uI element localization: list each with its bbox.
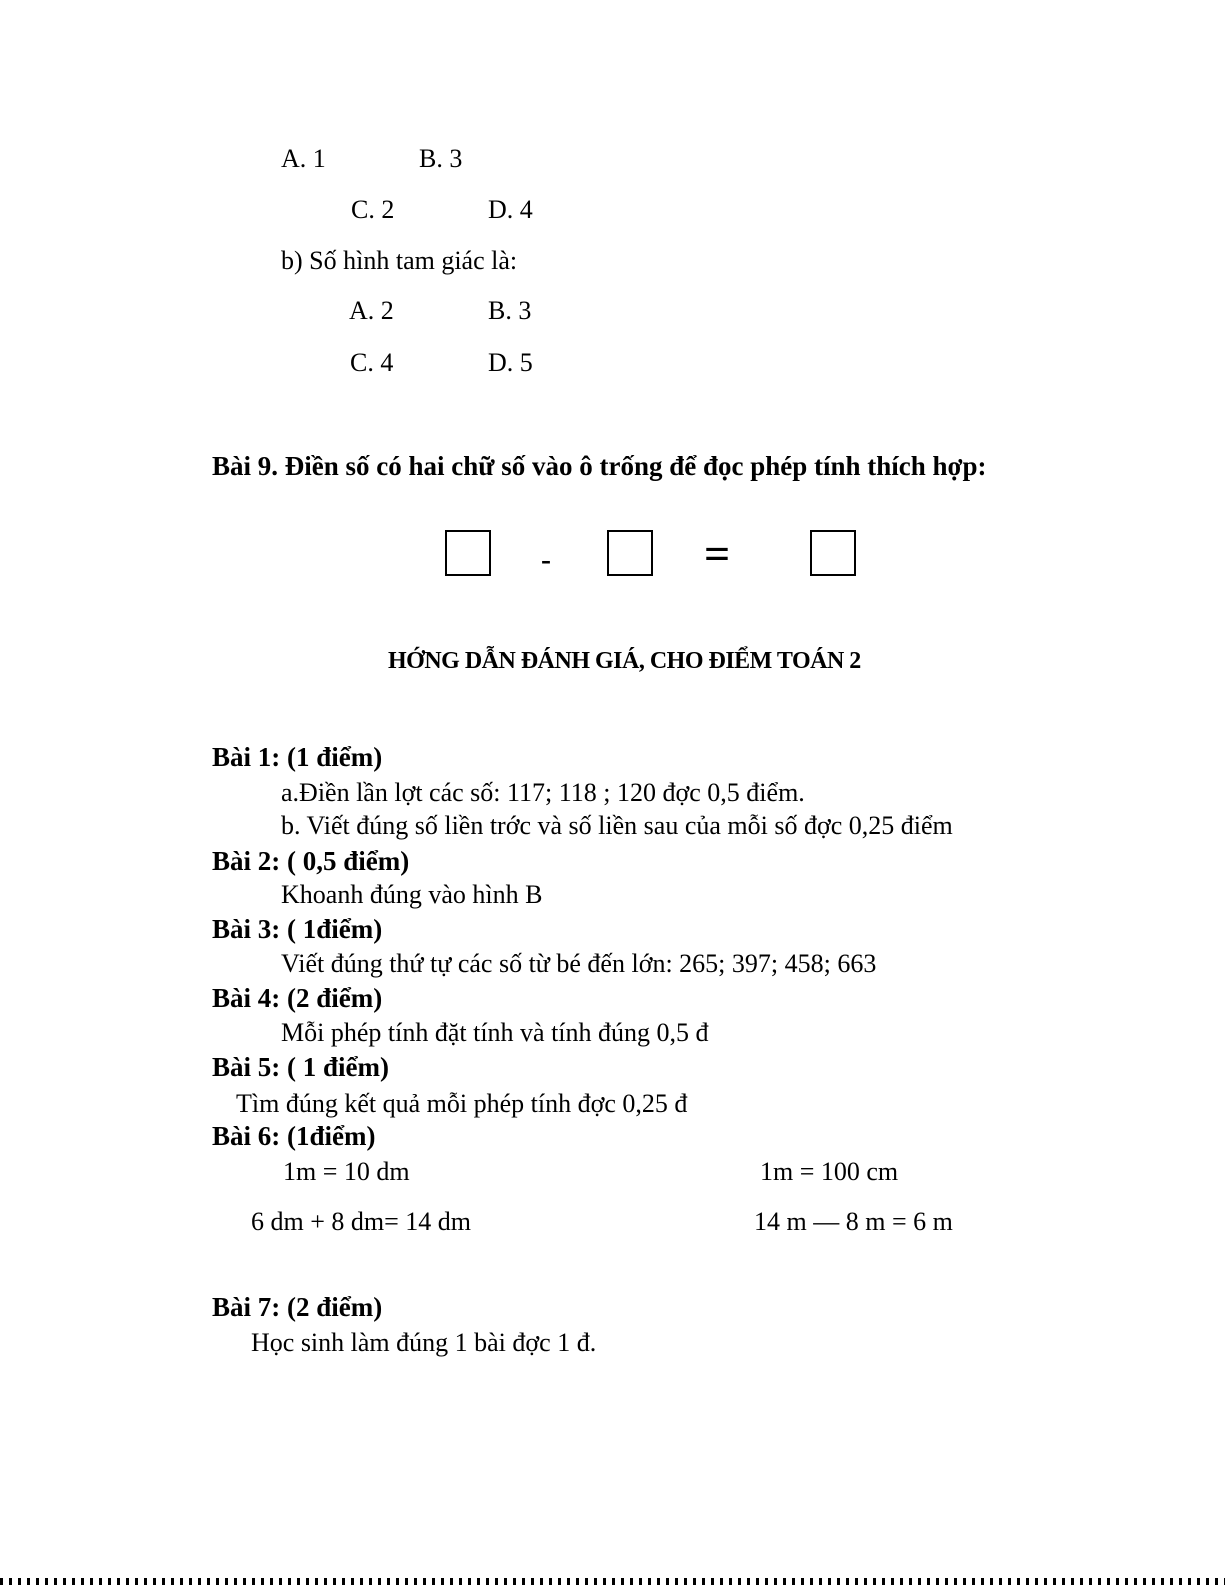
bai-1-line-a: a.Điền lần lợt các số: 117; 118 ; 120 đợc 0,5 điểm. — [281, 778, 805, 807]
q8b-option-a: A. 2 — [349, 296, 394, 325]
q9-equals-sign: = — [704, 528, 731, 579]
bai-6-title: Bài 6: (1điểm) — [212, 1121, 376, 1151]
q9-title: Bài 9. Điền số có hai chữ số vào ô trống để đọc phép tính thích hợp: — [212, 451, 987, 481]
bai-4-title: Bài 4: (2 điểm) — [212, 983, 383, 1013]
q8b-option-d: D. 5 — [488, 348, 533, 377]
page-bottom-border — [0, 1578, 1225, 1585]
bai-2-title: Bài 2: ( 0,5 điểm) — [212, 846, 410, 876]
guide-heading: HỚNG DẪN ĐÁNH GIÁ, CHO ĐIỂM TOÁN 2 — [388, 648, 861, 674]
bai-6-line-2: 1m = 100 cm — [760, 1157, 899, 1186]
bai-2-line: Khoanh đúng vào hình B — [281, 880, 543, 909]
bai-6-line-3: 6 dm + 8 dm= 14 dm — [251, 1207, 471, 1236]
q8a-option-d: D. 4 — [488, 195, 533, 224]
bai-3-title: Bài 3: ( 1điểm) — [212, 914, 383, 944]
q9-answer-box-2[interactable] — [607, 530, 653, 576]
bai-7-title: Bài 7: (2 điểm) — [212, 1292, 383, 1322]
bai-3-line: Viết đúng thứ tự các số từ bé đến lớn: 265; 397; 458; 663 — [281, 949, 877, 978]
q9-answer-box-3[interactable] — [810, 530, 856, 576]
bai-6-line-4: 14 m — 8 m = 6 m — [754, 1207, 953, 1236]
q8a-option-b: B. 3 — [419, 144, 463, 173]
q8a-option-a: A. 1 — [281, 144, 326, 173]
bai-1-title: Bài 1: (1 điểm) — [212, 742, 383, 772]
q8b-option-c: C. 4 — [350, 348, 394, 377]
bai-1-line-b: b. Viết đúng số liền trớc và số liền sau của mỗi số đợc 0,25 điểm — [281, 811, 953, 840]
bai-6-line-1: 1m = 10 dm — [283, 1157, 410, 1186]
bai-4-line: Mỗi phép tính đặt tính và tính đúng 0,5 đ — [281, 1018, 709, 1047]
q9-answer-box-1[interactable] — [445, 530, 491, 576]
q8b-question: b) Số hình tam giác là: — [281, 246, 518, 275]
q9-minus-sign: - — [541, 543, 551, 576]
q8b-option-b: B. 3 — [488, 296, 532, 325]
bai-7-line: Học sinh làm đúng 1 bài đợc 1 đ. — [251, 1328, 597, 1357]
bai-5-title: Bài 5: ( 1 điểm) — [212, 1052, 389, 1082]
bai-5-line: Tìm đúng kết quả mỗi phép tính đợc 0,25 đ — [236, 1089, 688, 1118]
q8a-option-c: C. 2 — [351, 195, 395, 224]
